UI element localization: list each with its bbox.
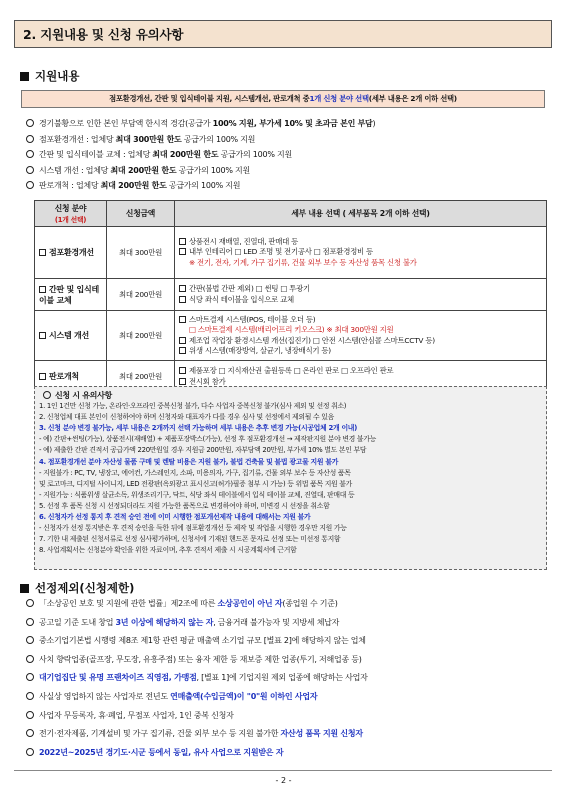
note-line: 3. 신청 분야 변경 불가능, 세부 내용은 2개까지 선택 가능하며 세부 내용은 추후 변경 가능(시공업체 2개 이내)	[39, 424, 358, 433]
item-text: 「소상공인 보호 및 지원에 관한 법률」제2조에 따른	[39, 599, 218, 608]
item-bold-text: 자산성 품목 지원 신청자	[280, 729, 363, 739]
detail-line	[179, 284, 542, 294]
list-item	[26, 654, 362, 665]
note-line: 7. 기한 내 제출된 신청서류로 선정 심사평가하며, 신청서에 기재된 핸드폰 문자로 선정 또는 미선정 통지함	[39, 535, 341, 544]
col-header-detail: 세부 내용 선택 ( 세부품목 2개 이하 선택)	[175, 201, 547, 227]
item-bold-text: 최대 200만원 한도	[110, 165, 177, 175]
table-row	[35, 227, 547, 279]
item-text: 사치 향락업종(골프장, 무도장, 유흥주점) 또는 융자 제한 등 재보증 제한 업종(투기, 저해업종 등)	[39, 654, 362, 664]
circle-bullet-icon	[26, 748, 34, 756]
list-item	[26, 672, 368, 683]
item-text: 사업자 무등록자, 휴·폐업, 무점포 사업자, 1인 중복 신청자	[39, 710, 234, 720]
circle-bullet-icon	[26, 119, 34, 127]
detail-cell	[175, 279, 547, 311]
col-header-field: 신청 분야 (1개 선택)	[35, 201, 107, 227]
field-cell	[35, 311, 107, 361]
checkbox-icon	[179, 378, 186, 385]
support-heading: 지원내용	[20, 68, 79, 84]
section-title-bar	[14, 20, 552, 48]
item-text: 사실상 영업하지 않는 사업자로 전년도	[39, 692, 171, 701]
list-item	[26, 118, 375, 129]
square-bullet-icon	[20, 584, 29, 593]
note-line: - 지원가능 : 식품위생 살균소독, 위생조리기구, 닥트, 식당 좌식 테이블에서 입식 테이블 교체, 진열대, 판매대 등	[39, 490, 355, 499]
detail-line	[179, 346, 542, 356]
detail-note: □ 스마트결제 시스템(배리어프리 키오스크) ※ 최대 300만원 지원	[189, 325, 394, 335]
note-line: 4. 점포환경개선 분야 자산성 물품 구매 및 렌탈 비용은 지원 불가, 불법 건축물 및 불법 광고물 지원 불가	[39, 457, 339, 466]
circle-bullet-icon	[26, 673, 34, 681]
item-text-end: , [별표 1]에 기업지원 제외 업종에 해당하는 사업자	[196, 673, 368, 683]
item-bold-text: 2022년~2025년 경기도·시군 등에서 동일, 유사 사업으로 지원받은 자	[39, 747, 284, 757]
checkbox-icon	[179, 285, 186, 292]
field-cell	[35, 279, 107, 311]
table-row	[35, 311, 547, 361]
field-cell	[35, 227, 107, 279]
field-label: 시스템 개선	[49, 331, 89, 340]
note-line: 2. 신청업체 대표 본인이 신청하여야 하며 신청자와 대표자가 다를 경우 심사 및 선정에서 제외될 수 있음	[39, 413, 334, 422]
footer-divider	[14, 770, 552, 771]
note-line: 8. 사업계획서는 신청분야 확인을 위한 자료이며, 추후 견적서 제출 시 시공계획서에 근거함	[39, 546, 297, 555]
detail-text: 상품전시 재배열, 진열대, 판매대 등	[189, 237, 299, 247]
item-bold-text: 연매출액(수입금액)이 "0"원 이하인 사업자	[170, 692, 318, 701]
list-item	[26, 691, 317, 702]
detail-text: 전시회 참가	[189, 376, 226, 386]
item-text: 시스템 개선 : 업체당	[39, 165, 111, 175]
square-bullet-icon	[20, 72, 29, 81]
detail-text: 내부 인테리어 □ LED 조명 및 전기공사 □ 점포환경정비 등	[189, 247, 373, 257]
detail-cell	[175, 227, 547, 279]
detail-note: ※ 전기, 전자, 기계, 가구 집기류, 건물 외부 보수 등 자산성 품목 신청 불가	[189, 257, 417, 267]
checkbox-icon	[39, 332, 46, 339]
note-line: - 지원불가 : PC, TV, 냉장고, 에어컨, 가스레인지, 소파, 미용의자, 가구, 집기류, 건물 외부 보수 등 자산성 품목	[39, 468, 351, 477]
amount-cell: 최대 200만원	[107, 311, 175, 361]
circle-bullet-icon	[26, 655, 34, 663]
item-bold-text: 대기업집단 및 유명 프랜차이즈 직영점, 가맹점	[39, 673, 197, 683]
circle-bullet-icon	[43, 391, 51, 399]
circle-bullet-icon	[26, 181, 34, 189]
circle-bullet-icon	[26, 711, 34, 719]
checkbox-icon	[179, 367, 186, 374]
support-table	[34, 200, 547, 393]
item-text: 중소기업기본법 시행령 제8조 제1항 관련 평균 매출액 소기업 규모 [별표 2]에 해당하지 않는 업체	[39, 636, 366, 646]
detail-line	[179, 336, 542, 346]
item-text-end: 공급가의 100% 지원	[166, 181, 241, 190]
item-text-end: , 금융거래 불가능자 및 지방세 체납자	[213, 617, 340, 627]
item-text: 경기불황으로 인한 본인 부담액 한시적 경감(공급가	[39, 119, 213, 128]
note-line: - 예) 간판+썬팅(가능), 상품전시(재배열) + 제품포장박스(가능), 선정 후 점포환경개선 → 제작판지원 분야 변경 불가능	[39, 435, 376, 444]
note-line: 및 로고마크, 디지털 사이니지, LED 전광판(옥외광고 표시신고(허가)필증 첨부 시 가능) 등 위법 품목 지원 불가	[39, 479, 353, 488]
note-line: 5. 선정 후 품목 신청 시 선정되더라도 지원 가능한 품목으로 변경하여야 하며, 미변경 시 선정을 취소함	[39, 501, 330, 510]
item-text: 간판 및 입식테이블 교체 : 업체당	[39, 150, 153, 159]
item-text-end: 공급가의 100% 지원	[218, 150, 292, 159]
detail-text: 간판(불법 간판 제외) □ 썬팅 □ 투광기	[189, 284, 310, 294]
detail-cell	[175, 311, 547, 361]
col-header-amount: 신청금액	[107, 201, 175, 227]
exclusion-heading: 선정제외(신청제한)	[20, 580, 134, 596]
checkbox-icon	[179, 296, 186, 303]
note-line: - 신청자가 선정 통지받은 후 견적 승인을 득한 뒤에 점포환경개선 등 제작 및 작업을 시행한 경우만 지원 가능	[39, 524, 347, 533]
list-item	[26, 747, 283, 758]
table-row	[35, 279, 547, 311]
notes-box	[34, 386, 547, 570]
list-item	[26, 728, 363, 739]
circle-bullet-icon	[26, 599, 34, 607]
detail-text: 제품포장 □ 지식재산권 출원등록 □ 온라인 판로 □ 오프라인 판로	[189, 366, 394, 376]
page-number: - 2 -	[275, 776, 292, 785]
notes-lines	[39, 401, 542, 556]
item-bold-text: 최대 200만원 한도	[152, 150, 219, 159]
circle-bullet-icon	[26, 729, 34, 737]
checkbox-icon	[179, 337, 186, 344]
checkbox-icon	[179, 238, 186, 245]
notes-title: 신청 시 유의사항	[55, 391, 112, 400]
note-line: 6. 신청자가 선정 통지 후 견적 승인 전에 이미 시행한 점포개선제작 내용에 대해서는 지원 불가	[39, 513, 311, 522]
detail-line	[179, 315, 542, 325]
detail-text: 제조업 작업장 환경시스템 개선(집진기) □ 안전 시스템(안심콜 스마트CCTV 등)	[189, 335, 435, 345]
circle-bullet-icon	[26, 150, 34, 158]
list-item	[26, 180, 240, 191]
detail-text: 식당 좌식 테이블을 입식으로 교체	[189, 294, 294, 304]
checkbox-icon	[39, 373, 46, 380]
detail-line	[179, 237, 542, 247]
list-item	[26, 635, 366, 646]
item-bold-text: 100% 지원, 부가세 10% 및 초과금 본인 부담	[212, 119, 373, 128]
field-label: 간판 및 입식테이블 교체	[39, 284, 99, 305]
circle-bullet-icon	[26, 618, 34, 626]
checkbox-icon	[39, 286, 46, 293]
circle-bullet-icon	[26, 636, 34, 644]
checkbox-icon	[179, 347, 186, 354]
circle-bullet-icon	[26, 692, 34, 700]
page-title: 2. 지원내용 및 신청 유의사항	[23, 27, 184, 42]
item-text: 공고일 기준 도내 창업	[39, 617, 116, 627]
list-item	[26, 617, 339, 628]
item-text: 판로개척 : 업체당	[39, 181, 101, 190]
item-text-end: 공급가의 100% 지원	[181, 134, 256, 144]
note-line: 1. 1인 1건만 신청 가능, 온라인·오프라인 중복신청 불가, 다수 사업자 중복신청 불가(심사 제외 및 선정 취소)	[39, 402, 347, 411]
item-text: 점포환경개선 : 업체당	[39, 134, 116, 144]
detail-line	[179, 366, 542, 376]
amount-cell: 최대 200만원	[107, 361, 175, 393]
detail-text: 위생 시스템(매장방역, 살균기, 냉장배식기 등)	[189, 345, 331, 355]
list-item	[26, 149, 292, 160]
item-text-end: (종업원 수 기준)	[282, 599, 338, 608]
amount-cell: 최대 200만원	[107, 279, 175, 311]
list-item	[26, 598, 338, 609]
list-item	[26, 165, 250, 176]
list-item	[26, 710, 234, 721]
item-bold-text: 최대 300만원 한도	[115, 134, 182, 144]
item-bold-text: 소상공인이 아닌 자	[217, 599, 283, 608]
detail-line	[179, 295, 542, 305]
checkbox-icon	[179, 316, 186, 323]
field-label: 판로개척	[49, 372, 79, 381]
checkbox-icon	[179, 248, 186, 255]
item-text: 전기·전자제품, 기계설비 및 가구 집기류, 건물 외부 보수 등 지원 불가한	[39, 729, 281, 739]
amount-cell: 최대 300만원	[107, 227, 175, 279]
list-item	[26, 134, 255, 145]
detail-line	[179, 247, 542, 257]
checkbox-icon	[39, 249, 46, 256]
circle-bullet-icon	[26, 135, 34, 143]
item-text-end: )	[372, 119, 376, 128]
detail-text: 스마트결제 시스템(POS, 테이블 오더 등)	[189, 314, 316, 324]
note-line: - 예) 제출한 간판 견적서 공급가액 220만원일 경우 지원금 200만원, 자부담액 20만원, 부가세 10% 별도 본인 부담	[39, 446, 367, 455]
circle-bullet-icon	[26, 166, 34, 174]
field-label: 점포환경개선	[49, 248, 94, 257]
item-text-end: 공급가의 100% 지원	[176, 165, 250, 175]
item-bold-text: 3년 이상에 해당하지 않는 자	[115, 617, 214, 627]
item-bold-text: 최대 200만원 한도	[100, 181, 167, 190]
support-banner: 점포환경개선, 간판 및 입식테이블 지원, 시스템개선, 판로개척 중 1개 신청 분야 선택 (세부 내용은 2개 이하 선택)	[21, 90, 545, 108]
